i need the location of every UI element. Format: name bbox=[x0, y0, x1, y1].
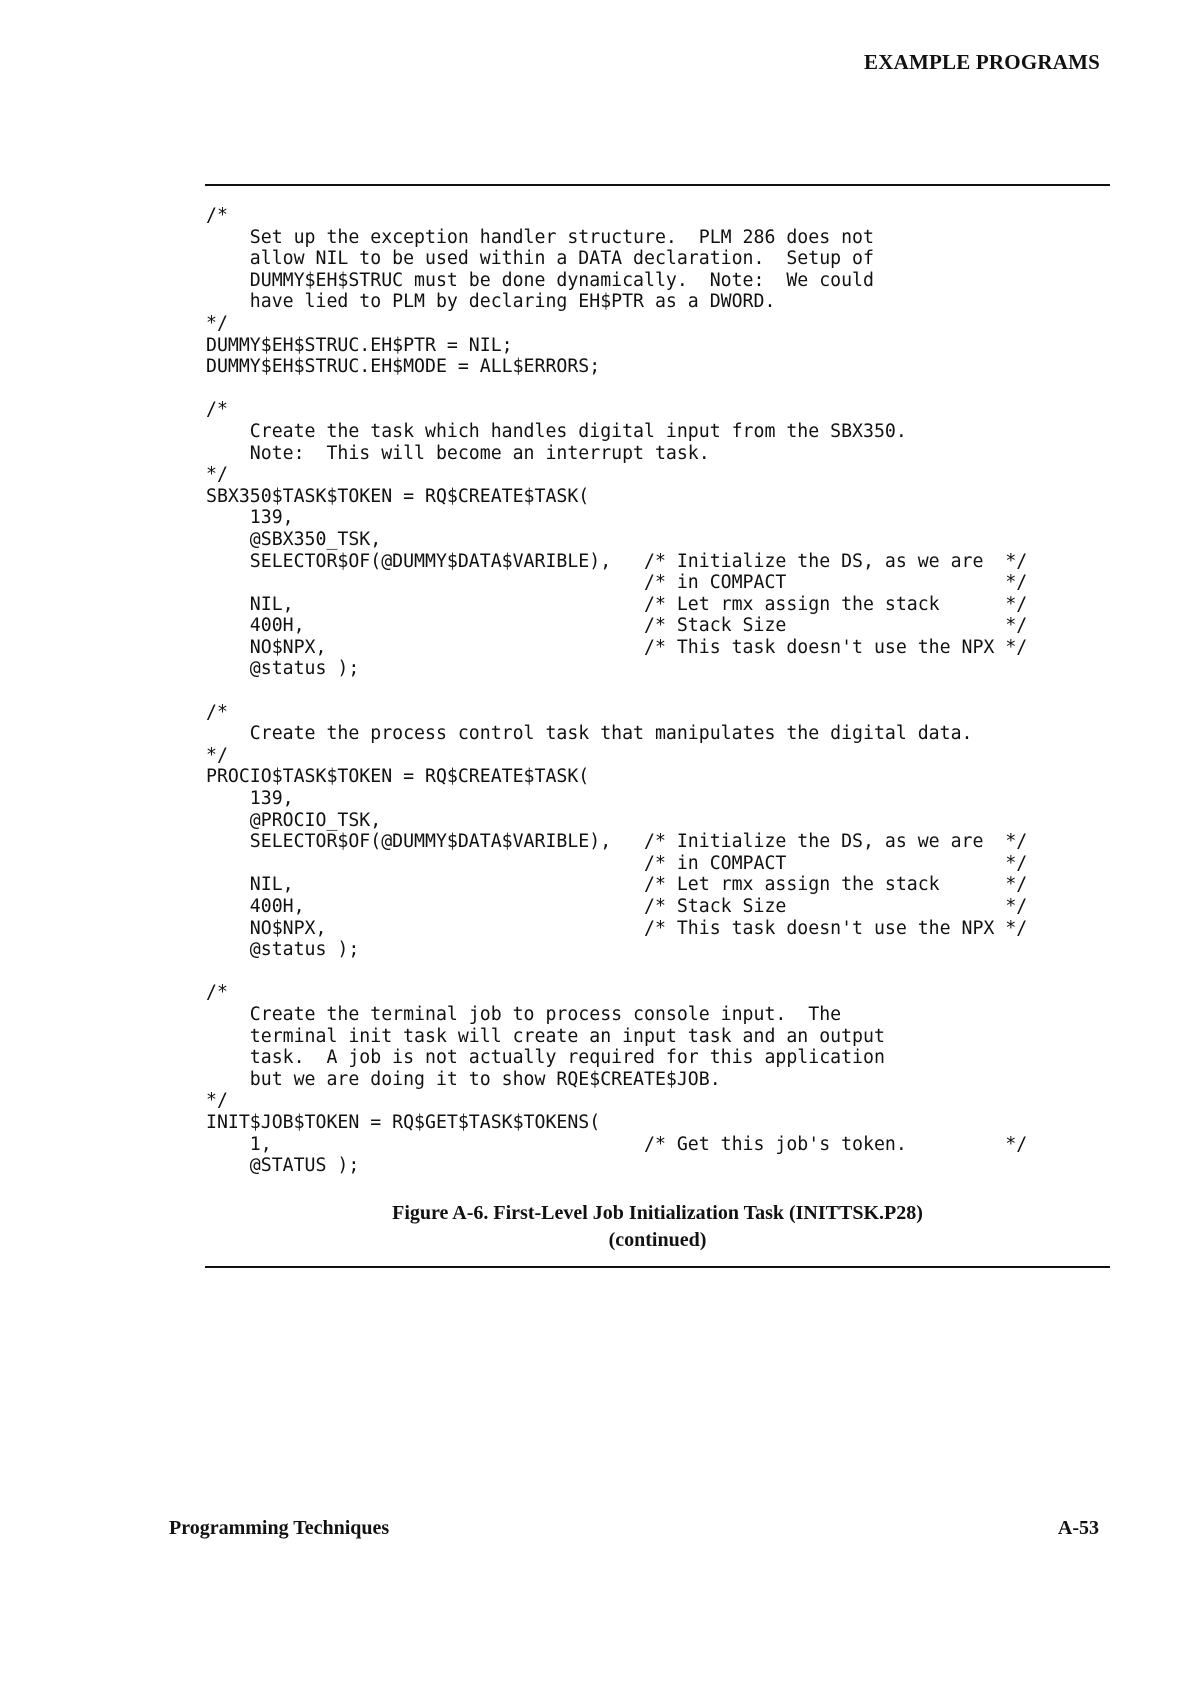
code-line: */ bbox=[206, 744, 228, 766]
code-line: @status ); bbox=[206, 658, 360, 680]
code-line: PROCIO$TASK$TOKEN = RQ$CREATE$TASK( bbox=[206, 766, 590, 788]
code-line: /* bbox=[206, 982, 228, 1004]
caption-title: Figure A-6. First-Level Job Initialization Task (INITTSK.P28) bbox=[392, 1202, 923, 1224]
running-header: EXAMPLE PROGRAMS bbox=[864, 50, 1100, 74]
code-line: task. A job is not actually required for this application bbox=[206, 1047, 885, 1069]
footer-section-title: Programming Techniques bbox=[169, 1517, 390, 1539]
code-line: SELECTOR$OF(@DUMMY$DATA$VARIBLE), /* Initialize the DS, as we are */ bbox=[206, 550, 1028, 572]
code-line: terminal init task will create an input task and an output bbox=[206, 1025, 885, 1047]
code-line: /* bbox=[206, 399, 228, 421]
code-line: allow NIL to be used within a DATA declaration. Setup of bbox=[206, 248, 874, 270]
code-line: */ bbox=[206, 464, 228, 486]
code-line: NO$NPX, /* This task doesn't use the NPX */ bbox=[206, 636, 1028, 658]
top-rule bbox=[205, 184, 1110, 186]
code-line: /* bbox=[206, 701, 228, 723]
code-line: @PROCIO_TSK, bbox=[206, 809, 382, 831]
code-line bbox=[206, 680, 1116, 702]
code-line: @STATUS ); bbox=[206, 1155, 360, 1177]
code-line: SELECTOR$OF(@DUMMY$DATA$VARIBLE), /* Initialize the DS, as we are */ bbox=[206, 831, 1028, 853]
code-line: Create the process control task that manipulates the digital data. bbox=[206, 723, 973, 745]
code-line: */ bbox=[206, 1090, 228, 1112]
code-line bbox=[206, 378, 1116, 400]
code-line: 400H, /* Stack Size */ bbox=[206, 615, 1028, 637]
code-line: DUMMY$EH$STRUC.EH$MODE = ALL$ERRORS; bbox=[206, 356, 601, 378]
code-line: */ bbox=[206, 312, 228, 334]
figure-caption bbox=[205, 1200, 1110, 1254]
code-line: have lied to PLM by declaring EH$PTR as a DWORD. bbox=[206, 291, 776, 313]
code-line: 139, bbox=[206, 788, 294, 810]
code-listing bbox=[206, 205, 1116, 1177]
bottom-rule bbox=[205, 1266, 1110, 1268]
code-line: SBX350$TASK$TOKEN = RQ$CREATE$TASK( bbox=[206, 485, 590, 507]
code-line: @SBX350_TSK, bbox=[206, 528, 382, 550]
code-line: Create the task which handles digital input from the SBX350. bbox=[206, 420, 907, 442]
code-line: /* bbox=[206, 205, 228, 226]
code-line: Create the terminal job to process console input. The bbox=[206, 1003, 842, 1025]
code-line bbox=[206, 961, 1116, 983]
code-line: NIL, /* Let rmx assign the stack */ bbox=[206, 874, 1028, 896]
code-line: but we are doing it to show RQE$CREATE$JOB. bbox=[206, 1068, 721, 1090]
code-line: 139, bbox=[206, 507, 294, 529]
code-line: 1, /* Get this job's token. */ bbox=[206, 1133, 1028, 1155]
caption-continued: (continued) bbox=[608, 1229, 707, 1251]
code-line: INIT$JOB$TOKEN = RQ$GET$TASK$TOKENS( bbox=[206, 1111, 601, 1133]
code-line: DUMMY$EH$STRUC must be done dynamically. Note: We could bbox=[206, 269, 874, 291]
code-line: NIL, /* Let rmx assign the stack */ bbox=[206, 593, 1028, 615]
code-line: DUMMY$EH$STRUC.EH$PTR = NIL; bbox=[206, 334, 513, 356]
code-line: Note: This will become an interrupt task. bbox=[206, 442, 710, 464]
code-line: NO$NPX, /* This task doesn't use the NPX */ bbox=[206, 917, 1028, 939]
code-line: 400H, /* Stack Size */ bbox=[206, 896, 1028, 917]
code-line: /* in COMPACT */ bbox=[206, 572, 1028, 594]
code-line: /* in COMPACT */ bbox=[206, 852, 1028, 874]
code-line: @status ); bbox=[206, 939, 360, 961]
code-line: Set up the exception handler structure. PLM 286 does not bbox=[206, 226, 874, 248]
page-number: A-53 bbox=[1057, 1517, 1099, 1539]
